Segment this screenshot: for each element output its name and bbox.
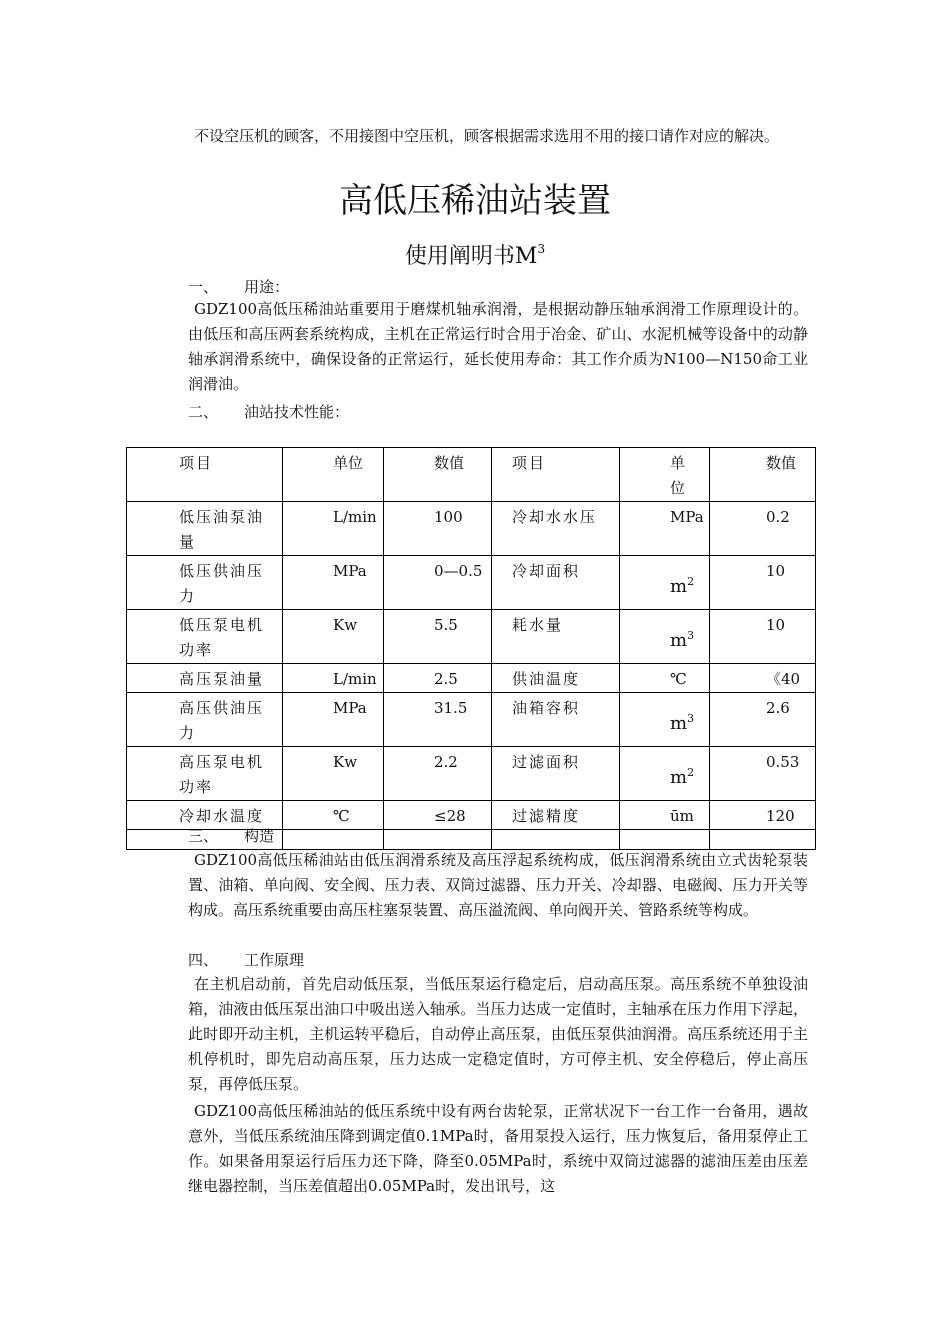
cell-item: 低压油泵油量 <box>127 502 283 556</box>
cell-unit-2: MPa <box>620 502 710 556</box>
table-header-row <box>127 448 816 502</box>
section-1-title: 用途： <box>244 278 290 296</box>
cell-unit: ℃ <box>283 801 384 830</box>
section-3-num: 三、 <box>188 827 219 845</box>
unit-base: m <box>670 630 688 651</box>
cell-unit-2 <box>620 610 710 664</box>
cell-value-2: 2.6 <box>710 693 816 747</box>
cell-value: 2.5 <box>384 664 492 693</box>
cell-item: 冷却水温度 <box>127 801 283 830</box>
table-row <box>127 664 816 693</box>
section-2-heading <box>188 401 349 423</box>
cell-value-2: 10 <box>710 556 816 610</box>
document-title: 高低压稀油站装置 <box>339 181 611 221</box>
section-4-heading <box>188 949 304 971</box>
unit-exponent: 3 <box>687 629 695 642</box>
cell-unit-2 <box>620 693 710 747</box>
cell-unit: MPa <box>283 693 384 747</box>
subtitle-text: 使用阐明书M <box>404 244 538 269</box>
section-1-body: GDZ100高低压稀油站重要用于磨煤机轴承润滑，是根据动静压轴承润滑工作原理设计的。由低压和高压两套系统构成，主机在正常运行时合用于冶金、矿山、水泥机械等设备中的动静轴承润滑系统中，确保设备的正常运行，延长使用寿命：其工作介质为N100—N150命工业润滑油。 <box>188 300 808 393</box>
table-row <box>127 502 816 556</box>
section-4-body-2: GDZ100高低压稀油站的低压系统中设有两台齿轮泵，正常状况下一台工作一台备用，遇故意外，当低压系统油压降到调定值0.1MPa时，备用泵投入运行，压力恢复后，备用泵停止工作。如果备用泵运行后压力还下降，降至0.05MPa时，系统中双筒过滤器的滤油压差由压差继电器控制，当压差值超出0.05MPa时，发出讯号，这 <box>188 1102 808 1195</box>
cell-unit <box>283 830 384 850</box>
unit-exponent: 2 <box>687 575 695 588</box>
cell-item-2: 供油温度 <box>492 664 620 693</box>
cell-item: 高压泵油量 <box>127 664 283 693</box>
cell-value: 0—0.5 <box>384 556 492 610</box>
cell-value-2: 10 <box>710 610 816 664</box>
cell-unit: MPa <box>283 556 384 610</box>
cell-unit-2 <box>620 556 710 610</box>
header-value-2: 数值 <box>710 448 816 502</box>
header-value: 数值 <box>384 448 492 502</box>
table-row <box>127 693 816 747</box>
cell-item-2: 耗水量 <box>492 610 620 664</box>
cell-value-2: 《40 <box>710 664 816 693</box>
cell-unit: Kw <box>283 747 384 801</box>
unit-base: m <box>670 713 688 734</box>
section-4-num: 四、 <box>188 951 219 969</box>
unit-base: m <box>670 767 688 788</box>
cell-unit: Kw <box>283 610 384 664</box>
cell-item-2: 油箱容积 <box>492 693 620 747</box>
section-3-body: GDZ100高低压稀油站由低压润滑系统及高压浮起系统构成，低压润滑系统由立式齿轮泵装置、油箱、单向阀、安全阀、压力表、双筒过滤器、压力开关、冷却器、电磁阀、压力开关等构成。高压系统重要由高压柱塞泵装置、高压溢流阀、单向阀开关、管路系统等构成。 <box>188 851 808 919</box>
cell-value-2: 0.2 <box>710 502 816 556</box>
cell-value-2: 120 <box>710 801 816 830</box>
header-unit-2: 单 位 <box>620 448 710 502</box>
section-1-num: 一、 <box>188 278 219 296</box>
unit-with-exponent <box>670 623 694 653</box>
table-row <box>127 556 816 610</box>
cell-unit-2: ūm <box>620 801 710 830</box>
unit-exponent: 2 <box>687 766 695 779</box>
cell-item: 高压泵电机功率 <box>127 747 283 801</box>
header-unit: 单位 <box>283 448 384 502</box>
table-row <box>127 747 816 801</box>
cell-unit-2 <box>620 747 710 801</box>
unit-with-exponent <box>670 706 694 736</box>
cell-value: 31.5 <box>384 693 492 747</box>
cell-value: 100 <box>384 502 492 556</box>
unit-with-exponent <box>670 569 694 599</box>
header-item: 项目 <box>127 448 283 502</box>
cell-unit: L/min <box>283 502 384 556</box>
cell-item-2: 冷却水水压 <box>492 502 620 556</box>
cell-item-2 <box>492 830 620 850</box>
cell-item: 低压供油压力 <box>127 556 283 610</box>
cell-item-2: 过滤面积 <box>492 747 620 801</box>
unit-base: m <box>670 576 688 597</box>
unit-with-exponent <box>670 760 694 790</box>
spec-table <box>126 447 816 850</box>
document-subtitle <box>0 234 950 272</box>
section-4-body-1: 在主机启动前，首先启动低压泵，当低压泵运行稳定后，启动高压泵。高压系统不单独设油箱，油液由低压泵出油口中吸出送入轴承。当压力达成一定值时，主轴承在压力作用下浮起，此时即开动主机，主机运转平稳后，自动停止高压泵，由低压泵供油润滑。高压系统还用于主机停机时，即先启动高压泵，压力达成一定稳定值时，方可停主机、安全停稳后，停止高压泵，再停低压泵。 <box>188 975 808 1093</box>
section-3-heading <box>188 825 274 847</box>
cell-value-2 <box>710 830 816 850</box>
cell-item: 低压泵电机功率 <box>127 610 283 664</box>
cell-unit-2 <box>620 830 710 850</box>
unit-exponent: 3 <box>687 712 695 725</box>
notice-paragraph: 不设空压机的顾客，不用接图中空压机，顾客根据需求选用不用的接口请作对应的解决。 <box>194 127 780 145</box>
cell-item: 高压供油压力 <box>127 693 283 747</box>
cell-unit: L/min <box>283 664 384 693</box>
cell-item-2: 过滤精度 <box>492 801 620 830</box>
cell-value-2: 0.53 <box>710 747 816 801</box>
cell-value: 2.2 <box>384 747 492 801</box>
cell-value: ≤28 <box>384 801 492 830</box>
section-2-num: 二、 <box>188 403 219 421</box>
cell-value <box>384 830 492 850</box>
cell-value: 5.5 <box>384 610 492 664</box>
subtitle-sup: 3 <box>537 242 546 256</box>
section-4-title: 工作原理 <box>244 951 305 969</box>
section-2-title: 油站技术性能： <box>244 403 350 421</box>
header-item-2: 项目 <box>492 448 620 502</box>
table-row <box>127 610 816 664</box>
cell-unit-2: ℃ <box>620 664 710 693</box>
section-3-title: 构造 <box>244 827 275 845</box>
section-1-heading <box>188 276 289 298</box>
cell-item-2: 冷却面积 <box>492 556 620 610</box>
